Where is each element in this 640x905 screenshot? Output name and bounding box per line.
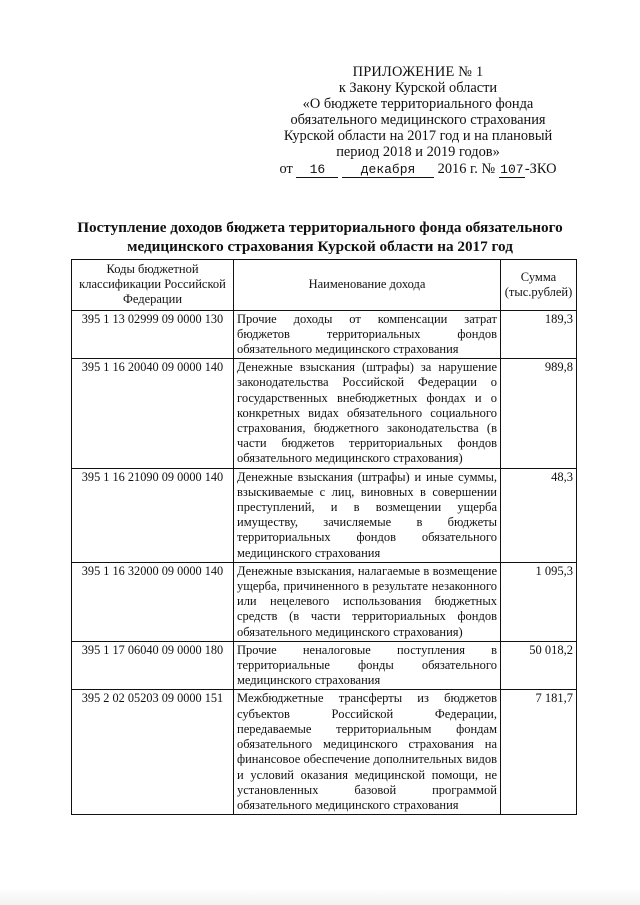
table-row <box>72 690 577 815</box>
date-year: 2016 г. № <box>437 161 496 177</box>
row-amount: 48,3 <box>501 468 577 562</box>
header-code: Коды бюджетной классификации Российской Федерации <box>72 260 234 311</box>
table-row <box>72 641 577 690</box>
appendix-line-3: обязательного медицинского страхования <box>290 112 546 128</box>
row-name: Денежные взыскания (штрафы) и иные суммы, взыскиваемые с лиц, виновных в совершении преступлений, и в возмещении ущерба имуществу, зачисляемые в бюджеты территориальных фондов обязательного медицинского страхования <box>234 468 501 562</box>
header-amount: Сумма (тыс.рублей) <box>501 260 577 311</box>
law-number-suffix: -ЗКО <box>524 161 557 177</box>
row-code: 395 1 13 02999 09 0000 130 <box>72 310 234 359</box>
appendix-line-4: Курской области на 2017 год и на плановый <box>283 128 553 144</box>
row-code: 395 1 16 32000 09 0000 140 <box>72 562 234 641</box>
header-name: Наименование дохода <box>234 260 501 311</box>
document-title <box>70 218 570 256</box>
row-amount: 50 018,2 <box>501 641 577 690</box>
row-name: Денежные взыскания, налагаемые в возмещение ущерба, причиненного в результате незаконного или нецелевого использования бюджетных средств (в части территориальных фондов обязательного медицинского страхования) <box>234 562 501 641</box>
appendix-date-line <box>276 161 560 178</box>
row-name: Межбюджетные трансферты из бюджетов субъектов Российской Федерации, передаваемые территориальным фондам обязательного медицинского страхования на финансовое обеспечение дополнительных видов и условий оказания медицинской помощи, не установленных базовой программой обязательного медицинского страхования <box>234 690 501 815</box>
row-name: Прочие неналоговые поступления в территориальные фонды обязательного медицинского страхования <box>234 641 501 690</box>
appendix-line-5: период 2018 и 2019 годов» <box>336 144 500 160</box>
document-title-line-2: медицинского страхования Курской области на 2017 год <box>127 238 513 255</box>
row-name: Прочие доходы от компенсации затрат бюджетов территориальных фондов обязательного медицинского страхования <box>234 310 501 359</box>
row-amount: 989,8 <box>501 359 577 468</box>
row-code: 395 1 17 06040 09 0000 180 <box>72 641 234 690</box>
scan-bottom-edge <box>0 888 640 905</box>
date-day: 16 <box>296 163 338 178</box>
appendix-title: ПРИЛОЖЕНИЕ № 1 <box>352 64 484 80</box>
appendix-header <box>276 64 560 178</box>
row-code: 395 1 16 20040 09 0000 140 <box>72 359 234 468</box>
date-prefix: от <box>279 161 293 177</box>
table-row <box>72 468 577 562</box>
row-amount: 1 095,3 <box>501 562 577 641</box>
row-code: 395 2 02 05203 09 0000 151 <box>72 690 234 815</box>
table-row <box>72 562 577 641</box>
date-month: декабря <box>342 163 434 178</box>
table-row <box>72 310 577 359</box>
row-amount: 7 181,7 <box>501 690 577 815</box>
row-name: Денежные взыскания (штрафы) за нарушение законодательства Российской Федерации о государственных внебюджетных фондах и о конкретных видах обязательного социального страхования, бюджетного законодательства (в части бюджетов территориальных фондов обязательного медицинского страхования) <box>234 359 501 468</box>
row-code: 395 1 16 21090 09 0000 140 <box>72 468 234 562</box>
row-amount: 189,3 <box>501 310 577 359</box>
table-row <box>72 359 577 468</box>
document-title-line-1: Поступление доходов бюджета территориального фонда обязательного <box>77 219 563 236</box>
table-header-row <box>72 260 577 311</box>
appendix-line-2: «О бюджете территориального фонда <box>302 96 534 112</box>
income-table <box>71 259 577 815</box>
appendix-line-1: к Закону Курской области <box>338 80 498 96</box>
law-number: 107 <box>500 162 524 177</box>
